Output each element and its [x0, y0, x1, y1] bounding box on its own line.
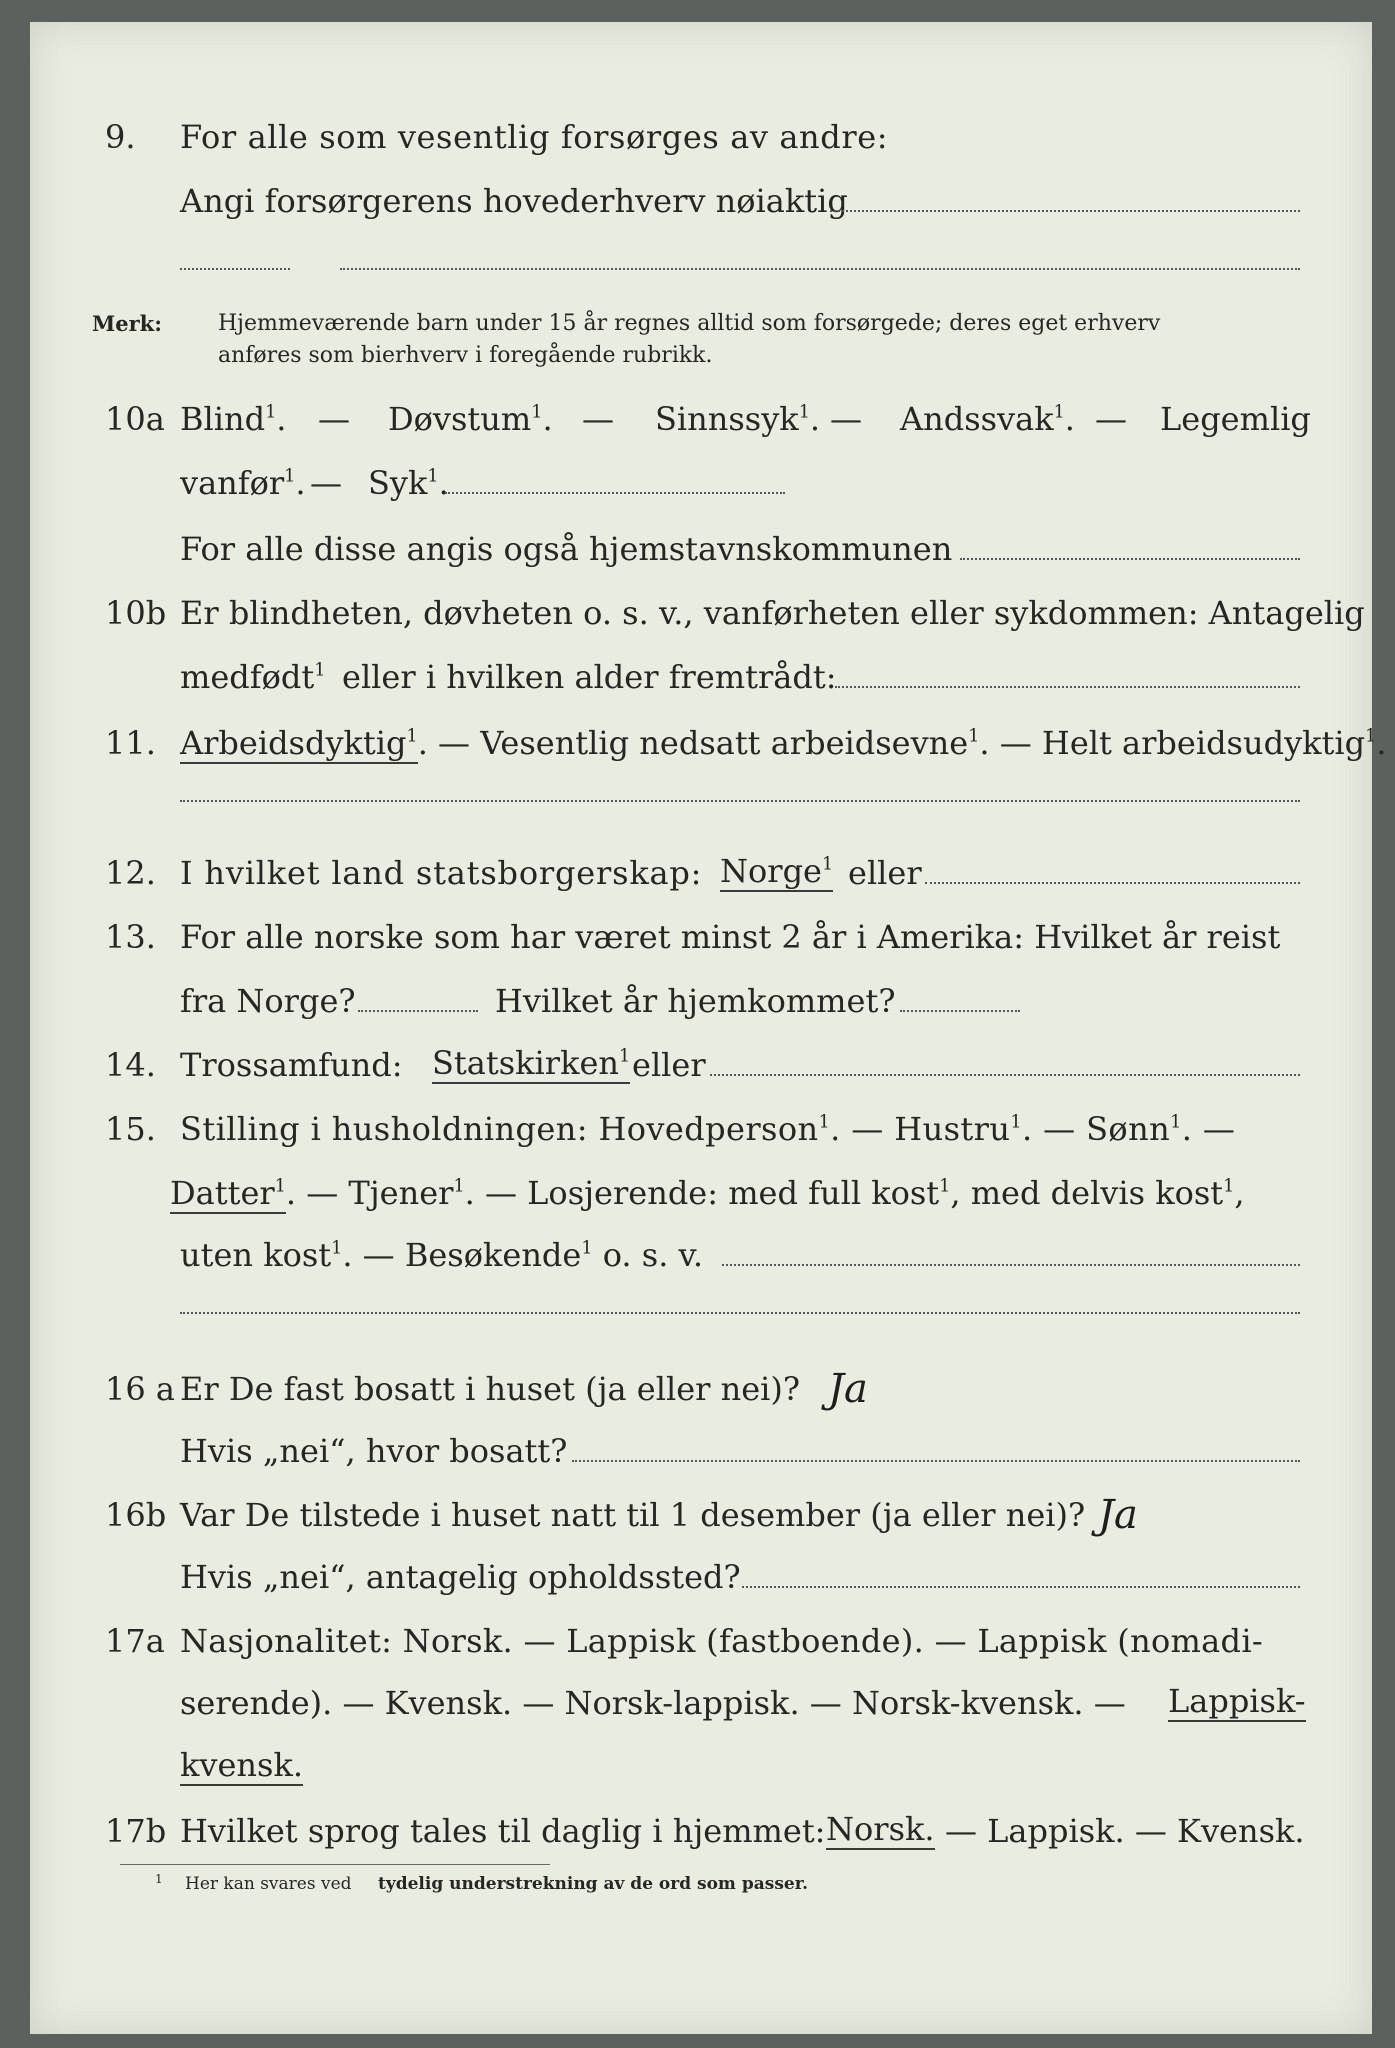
- q17b-norsk-underlined[interactable]: Norsk.: [826, 1810, 935, 1848]
- q10a-hjemstavn: For alle disse angis også hjemstavnskommunen: [180, 530, 953, 568]
- q9-answer-line[interactable]: [830, 210, 1300, 212]
- q17a-line1: [0, 1610, 1395, 1670]
- q11-options: Arbeidsdyktig$^1$. — Vesentlig nedsatt arbeidsevne$^1$. — Helt arbeidsudyktig$^1$.: [180, 724, 1387, 762]
- q12-eller: eller: [848, 854, 922, 892]
- q14-number: 14.: [105, 1046, 156, 1084]
- q16b-line1: [0, 1484, 1395, 1544]
- q9-answer-line-2[interactable]: [180, 268, 290, 270]
- dash: —: [318, 400, 350, 438]
- q10b-line2: [0, 646, 1395, 706]
- q9-line3: [0, 228, 1395, 288]
- q17a-kvensk-underlined[interactable]: kvensk.: [180, 1746, 303, 1784]
- q14-line: [0, 1034, 1395, 1094]
- q15-text-2: Datter$^1$. — Tjener$^1$. — Losjerende: med full kost$^1$, med delvis kost$^1$,: [170, 1174, 1245, 1212]
- q17b-text: Hvilket sprog tales til daglig i hjemmet:: [180, 1812, 826, 1850]
- q13-reist-line[interactable]: [358, 1010, 478, 1012]
- q10a-hjemstavn-line[interactable]: [960, 558, 1300, 560]
- q10a-andssvak: Andssvak$^1$.: [900, 400, 1075, 438]
- q15-datter-underlined[interactable]: Datter$^1$: [170, 1174, 286, 1212]
- q10a-line1: [0, 388, 1395, 448]
- q9-instruction: Angi forsørgerens hovederhverv nøiaktig: [180, 182, 848, 220]
- q16a-hvis-nei: Hvis „nei“, hvor bosatt?: [180, 1432, 568, 1470]
- q11-arbeidsdyktig-underlined[interactable]: Arbeidsdyktig$^1$: [180, 724, 418, 762]
- merk-line2: [0, 318, 1395, 378]
- footnote-mark: 1: [155, 1872, 163, 1886]
- q16b-line2: [0, 1546, 1395, 1606]
- q16b-text: Var De tilstede i huset natt til 1 desember (ja eller nei)?: [180, 1496, 1086, 1534]
- dash: —: [830, 400, 862, 438]
- q17a-text-1: Nasjonalitet: Norsk. — Lappisk (fastboende). — Lappisk (nomadi-: [180, 1622, 1263, 1660]
- footnote-text-a: Her kan svares ved: [185, 1874, 352, 1894]
- q13-fra-norge: fra Norge?: [180, 982, 356, 1020]
- q16a-handwritten-answer[interactable]: Ja: [828, 1366, 868, 1412]
- q13-text: For alle norske som har været minst 2 år i Amerika: Hvilket år reist: [180, 918, 1281, 956]
- q14-text: Trossamfund:: [180, 1046, 403, 1084]
- q15-text-3: uten kost$^1$. — Besøkende$^1$ o. s. v.: [180, 1236, 703, 1274]
- q10a-line2: [0, 452, 1395, 512]
- q13-line2: [0, 970, 1395, 1030]
- q10b-line1: [0, 582, 1395, 642]
- q17a-lappisk-underlined[interactable]: Lappisk-: [1168, 1682, 1306, 1720]
- q16a-line1: [0, 1358, 1395, 1418]
- q13-number: 13.: [105, 918, 156, 956]
- q10b-text: Er blindheten, døvheten o. s. v., vanførheten eller sykdommen: Antagelig: [180, 594, 1365, 632]
- q15-line2: [0, 1162, 1395, 1222]
- footnote-text-b: tydelig understrekning av de ord som passer.: [378, 1874, 809, 1894]
- q15-line4: [0, 1272, 1395, 1332]
- q17b-line: [0, 1800, 1395, 1860]
- q16a-text: Er De fast bosatt i huset (ja eller nei)?: [180, 1370, 801, 1408]
- q10a-sinnssyk: Sinnssyk$^1$.: [655, 400, 821, 438]
- q15-line1: [0, 1098, 1395, 1158]
- q11-number: 11.: [105, 724, 156, 762]
- q14-statskirken-underlined[interactable]: Statskirken$^1$: [432, 1044, 631, 1082]
- q16b-number: 16b: [105, 1496, 167, 1534]
- q17a-number: 17a: [105, 1622, 165, 1660]
- q10a-answer-line[interactable]: [445, 492, 785, 494]
- q9-line2: [0, 170, 1395, 230]
- q11-answer: [0, 760, 1395, 820]
- q11-answer-line[interactable]: [180, 800, 1300, 802]
- q12-norge-underlined[interactable]: Norge$^1$: [720, 852, 834, 890]
- footnote: [0, 1868, 1395, 1904]
- q16a-number: 16 a: [105, 1370, 175, 1408]
- q12-answer-line[interactable]: [925, 882, 1300, 884]
- q16a-answer-line[interactable]: [572, 1460, 1300, 1462]
- q17b-number: 17b: [105, 1812, 167, 1850]
- q15-text-1: Stilling i husholdningen: Hovedperson$^1$. — Hustru$^1$. — Sønn$^1$. —: [180, 1110, 1236, 1148]
- q15-answer-line-2[interactable]: [180, 1312, 1300, 1314]
- q10b-medfodt: medfødt$^1$: [180, 658, 326, 696]
- merk-text-2: anføres som bierhverv i foregående rubrikk.: [218, 343, 713, 368]
- q16b-answer-line[interactable]: [742, 1586, 1300, 1588]
- q15-answer-line[interactable]: [722, 1264, 1300, 1266]
- q10b-alder: eller i hvilken alder fremtrådt:: [342, 658, 837, 696]
- q12-number: 12.: [105, 854, 156, 892]
- q10a-line3: [0, 518, 1395, 578]
- footnote-divider: [120, 1864, 550, 1865]
- q15-number: 15.: [105, 1110, 156, 1148]
- q10a-vanfor: vanfør$^1$.: [180, 464, 306, 502]
- q9-text: For alle som vesentlig forsørges av andre:: [180, 118, 889, 156]
- q10b-answer-line[interactable]: [835, 686, 1300, 688]
- q9-line1: [0, 106, 1395, 166]
- q10a-dovstum: Døvstum$^1$.: [388, 400, 553, 438]
- q10a-number: 10a: [105, 400, 165, 438]
- q14-eller: eller: [632, 1046, 706, 1084]
- q17a-line3: [0, 1736, 1395, 1796]
- q16a-line2: [0, 1420, 1395, 1480]
- q17a-line2: [0, 1672, 1395, 1732]
- q10a-blind: Blind$^1$.: [180, 400, 287, 438]
- q13-hjemkommet-line[interactable]: [900, 1010, 1020, 1012]
- q16b-handwritten-answer[interactable]: Ja: [1098, 1492, 1138, 1538]
- dash: —: [310, 464, 342, 502]
- merk-text-1: Hjemmeværende barn under 15 år regnes alltid som forsørgede; deres eget erhverv: [218, 311, 1161, 336]
- q16b-hvis-nei: Hvis „nei“, antagelig opholdssted?: [180, 1558, 741, 1596]
- q12-line: [0, 842, 1395, 902]
- q13-hjemkommet: Hvilket år hjemkommet?: [495, 982, 896, 1020]
- q9-answer-line-3[interactable]: [340, 268, 1300, 270]
- q17b-rest: — Lappisk. — Kvensk.: [945, 1812, 1305, 1850]
- q9-number: 9.: [105, 118, 136, 156]
- dash: —: [1095, 400, 1127, 438]
- q10a-legemlig: Legemlig: [1160, 400, 1311, 438]
- q17a-text-2: serende). — Kvensk. — Norsk-lappisk. — Norsk-kvensk. —: [180, 1684, 1126, 1722]
- q13-line1: [0, 906, 1395, 966]
- merk-label: Merk:: [92, 311, 162, 336]
- q14-answer-line[interactable]: [710, 1074, 1300, 1076]
- dash: —: [582, 400, 614, 438]
- q12-text: I hvilket land statsborgerskap:: [180, 854, 703, 892]
- q10a-syk: Syk$^1$.: [368, 464, 449, 502]
- q10b-number: 10b: [105, 594, 167, 632]
